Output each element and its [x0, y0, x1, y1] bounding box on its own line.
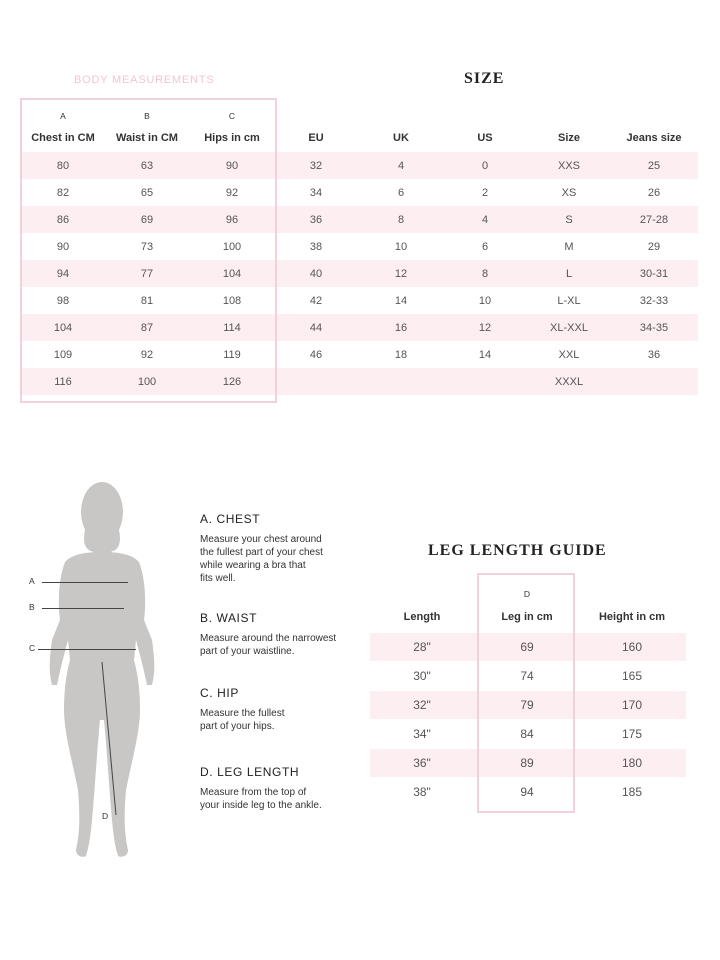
cell: 12 [394, 268, 408, 280]
cell: 65 [140, 187, 154, 199]
header-height-cm: Height in cm [598, 611, 666, 623]
cell: 26 [647, 187, 661, 199]
cell: 69 [140, 214, 154, 226]
cell: 69 [520, 640, 534, 654]
cell: 116 [54, 376, 72, 388]
cell: 81 [140, 295, 154, 307]
cell: XXXL [554, 376, 584, 388]
cell: 32" [413, 698, 431, 712]
body-figure [20, 470, 180, 870]
measure-line-hip [38, 649, 136, 650]
body-measurements-label: BODY MEASUREMENTS [74, 74, 215, 86]
header-eu: EU [308, 132, 324, 144]
cell: 30-31 [639, 268, 669, 280]
label-d: D [102, 811, 109, 821]
cell: 4 [481, 214, 489, 226]
cell: L [565, 268, 573, 280]
cell: 87 [140, 322, 154, 334]
cell: 89 [520, 756, 534, 770]
header-chest: Chest in CM [31, 132, 95, 144]
cell: 2 [481, 187, 489, 199]
cell: 44 [309, 322, 323, 334]
cell: 16 [394, 322, 408, 334]
cell: 34 [309, 187, 323, 199]
column-letter: A [60, 111, 66, 121]
cell: 119 [223, 349, 241, 361]
cell: M [564, 241, 574, 253]
cell: 10 [394, 241, 408, 253]
guide-desc-leg: Measure from the top of your inside leg to the ankle. [200, 787, 322, 811]
guide-title-chest: A. CHEST [200, 512, 261, 526]
cell: 86 [56, 214, 70, 226]
cell: 80 [56, 160, 70, 172]
cell: XXL [558, 349, 580, 361]
cell: 160 [621, 640, 643, 654]
cell: 0 [481, 160, 489, 172]
cell: 63 [140, 160, 154, 172]
cell: 108 [222, 295, 242, 307]
measure-line-chest [42, 582, 128, 583]
cell: 8 [397, 214, 405, 226]
leg-guide-title: LEG LENGTH GUIDE [428, 542, 607, 559]
column-letter: D [523, 589, 531, 599]
cell: 165 [621, 669, 643, 683]
cell: 28" [413, 640, 431, 654]
cell: 104 [53, 322, 73, 334]
cell: 94 [56, 268, 70, 280]
cell: 185 [621, 785, 643, 799]
cell: 96 [225, 214, 239, 226]
column-letter: C [228, 111, 236, 121]
cell: 18 [394, 349, 408, 361]
cell: 8 [481, 268, 489, 280]
cell: 79 [520, 698, 534, 712]
cell: 27-28 [639, 214, 669, 226]
cell: 32 [309, 160, 323, 172]
guide-title-waist: B. WAIST [200, 611, 258, 625]
cell: 77 [140, 268, 154, 280]
cell: 36" [413, 756, 431, 770]
header-us: US [477, 132, 493, 144]
label-c: C [29, 643, 36, 653]
guide-desc-hip: Measure the fullest part of your hips. [200, 708, 285, 732]
header-leg-cm: Leg in cm [501, 611, 553, 623]
size-title: SIZE [464, 70, 505, 87]
cell: 30" [413, 669, 431, 683]
cell: 14 [478, 349, 492, 361]
cell: 42 [309, 295, 323, 307]
cell: 34-35 [639, 322, 669, 334]
cell: 6 [481, 241, 489, 253]
cell: 4 [397, 160, 405, 172]
header-waist: Waist in CM [116, 132, 178, 144]
cell: 34" [413, 727, 431, 741]
cell: 36 [309, 214, 323, 226]
cell: 10 [478, 295, 492, 307]
cell: 36 [647, 349, 661, 361]
cell: XS [561, 187, 577, 199]
guide-title-hip: C. HIP [200, 686, 239, 700]
header-hips: Hips in cm [204, 132, 260, 144]
cell: 126 [222, 376, 242, 388]
cell: 90 [225, 160, 239, 172]
header-uk: UK [393, 132, 409, 144]
cell: S [565, 214, 573, 226]
cell: 100 [222, 241, 242, 253]
cell: 90 [56, 241, 70, 253]
header-size: Size [557, 132, 581, 144]
cell: 14 [394, 295, 408, 307]
guide-desc-waist: Measure around the narrowest part of your waistline. [200, 633, 337, 657]
guide-desc-chest: Measure your chest around the fullest part of your chest while wearing a bra that fits well. [200, 534, 323, 584]
label-b: B [29, 602, 35, 612]
cell: 46 [309, 349, 323, 361]
cell: 38" [413, 785, 431, 799]
cell: 175 [621, 727, 643, 741]
cell: 82 [56, 187, 70, 199]
cell: 100 [137, 376, 157, 388]
cell: 6 [397, 187, 405, 199]
cell: 92 [140, 349, 154, 361]
cell: 114 [223, 322, 241, 334]
cell: 109 [53, 349, 73, 361]
cell: 92 [225, 187, 239, 199]
cell: 170 [621, 698, 643, 712]
cell: 104 [222, 268, 242, 280]
column-letter: B [144, 111, 150, 121]
cell: 38 [309, 241, 323, 253]
cell: 29 [647, 241, 661, 253]
cell: 180 [621, 756, 643, 770]
cell: 73 [140, 241, 154, 253]
leg-column-box [477, 573, 575, 813]
guide-title-leg: D. LEG LENGTH [200, 765, 300, 779]
cell: 94 [520, 785, 534, 799]
cell: L-XL [557, 295, 581, 307]
cell: 98 [56, 295, 70, 307]
header-length: Length [403, 611, 441, 623]
cell: XL-XXL [550, 322, 588, 334]
cell: 84 [520, 727, 534, 741]
label-a: A [29, 576, 35, 586]
cell: 32-33 [639, 295, 669, 307]
cell: 40 [309, 268, 323, 280]
cell: 25 [647, 160, 661, 172]
cell: XXS [557, 160, 581, 172]
cell: 12 [478, 322, 492, 334]
header-jeans: Jeans size [626, 132, 682, 144]
measure-line-leg [100, 660, 120, 820]
cell: 74 [520, 669, 534, 683]
measure-line-waist [42, 608, 124, 609]
